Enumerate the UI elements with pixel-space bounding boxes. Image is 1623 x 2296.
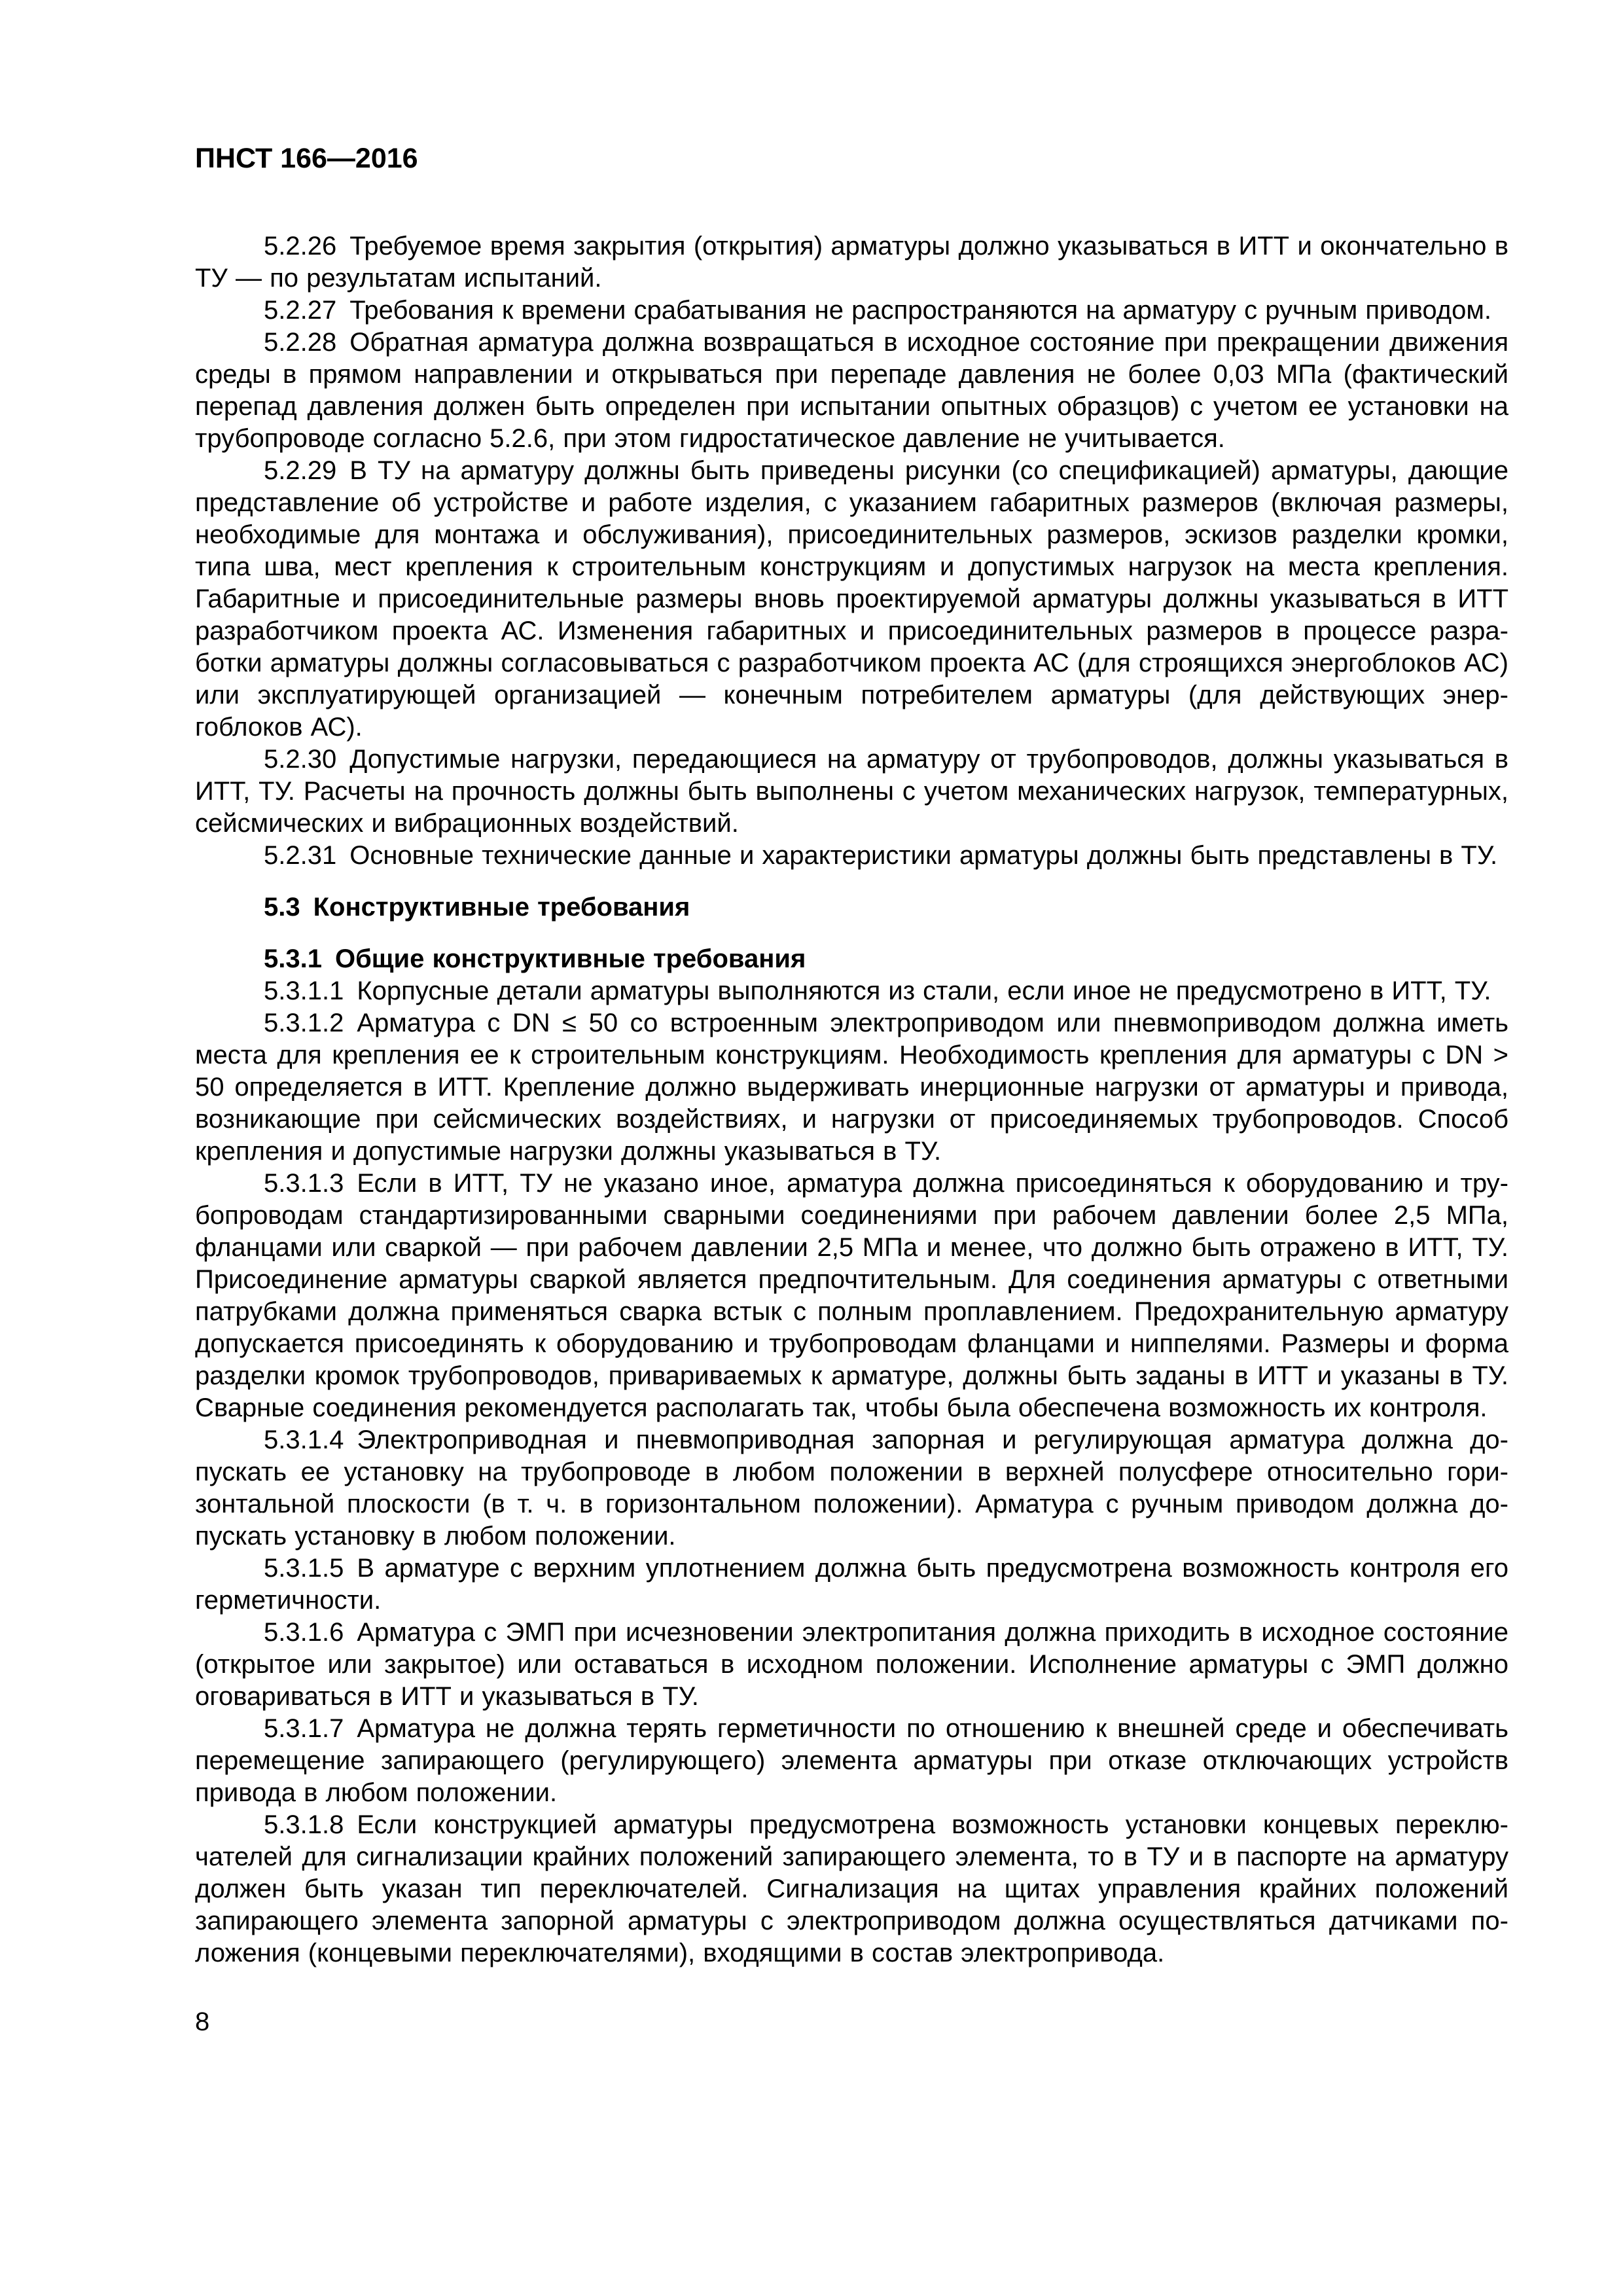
running-header: [195, 144, 1508, 173]
clause-text: Арматура с DN ≤ 50 со встроенным электроприводом или пневмоприводом должна иметь места для крепления ее к строительным конструкциям. Необходимость крепления для арматуры с DN > 50 определяется в ИТТ. Крепление должно выдерживать инерционные нагрузки от арматуры и привода, возникающие при сейсмических воздействиях, и нагрузки от присоединяемых трубопроводов. Способ крепления и допустимые нагрузки должны указываться в ТУ.: [195, 1009, 1508, 1166]
paragraph: [195, 1552, 1508, 1617]
clause-text: В арматуре с верхним уплотнением должна быть предусмотрена возможность контроля его герметичности.: [195, 1554, 1508, 1615]
document-body: [195, 230, 1508, 1969]
standard-code: ПНСТ 166—2016: [195, 143, 418, 174]
clause-number: 5.3.1: [264, 944, 322, 973]
clause-text: В ТУ на арматуру должны быть приведены рисунки (со спецификацией) арматуры, дающие представление об устройстве и работе изделия, с указанием габаритных размеров (включая размеры, необходимые для монтажа и обслуживания), присоединительных размеров, эскизов разделки кромки, типа шва, мест крепления к строительным конструкциям и допустимых нагрузок на места крепления. Габаритные и присоединительные размеры вновь проектируемой арматуры должны указываться в ИТТ разработчиком проекта АС. Изменения габаритных и присоединительных размеров в процессе разработки арматуры должны согласовываться с разработчиком проекта АС (для строящихся энергоблоков АС) или эксплуатирующей организацией — конечным потребителем арматуры (для действующих энергоблоков АС).: [195, 456, 1508, 742]
clause-number: 5.2.30: [264, 745, 337, 774]
paragraph: [195, 744, 1508, 840]
paragraph: [195, 840, 1508, 872]
clause-text: Обратная арматура должна возвращаться в исходное состояние при прекращении движения среды в прямом направлении и открываться при перепаде давления не более 0,03 МПа (фактический перепад давления должен быть определен при испытании опытных образцов) с учетом ее установки на трубопроводе согласно 5.2.6, при этом гидростатическое давление не учитывается.: [195, 328, 1508, 453]
clause-text: Арматура с ЭМП при исчезновении электропитания должна приходить в исходное состояние (открытое или закрытое) или оставаться в исходном положении. Исполнение арматуры с ЭМП должно оговариваться в ИТТ и указываться в ТУ.: [195, 1618, 1508, 1711]
paragraph: [195, 327, 1508, 455]
clause-text: Если конструкцией арматуры предусмотрена возможность установки концевых переключателей для сигнализации крайних положений запирающего элемента, то в ТУ и в паспорте на арматуру должен быть указан тип переключателей. Сигнализация на щитах управления крайних положений запирающего элемента запорной арматуры с электроприводом должна осуществляться датчиками положения (концевыми переключателями), входящими в состав электропривода.: [195, 1810, 1508, 1967]
clause-number: 5.3.1.5: [264, 1554, 344, 1583]
section-heading: [195, 943, 1508, 975]
clause-text: Конструктивные требования: [313, 893, 690, 922]
paragraph: [195, 1809, 1508, 1969]
clause-number: 5.2.31: [264, 841, 337, 870]
clause-number: 5.3.1.8: [264, 1810, 344, 1839]
clause-number: 5.2.29: [264, 456, 337, 485]
paragraph: [195, 975, 1508, 1007]
paragraph: [195, 230, 1508, 295]
clause-text: Допустимые нагрузки, передающиеся на арматуру от трубопроводов, должны указываться в ИТТ, ТУ. Расчеты на прочность должны быть выполнены с учетом механических нагрузок, температурных, сейсмических и вибрационных воздействий.: [195, 745, 1508, 838]
clause-number: 5.2.27: [264, 296, 337, 325]
paragraph: [195, 295, 1508, 327]
section-heading: [195, 891, 1508, 924]
clause-text: Корпусные детали арматуры выполняются из стали, если иное не предусмотрено в ИТТ, ТУ.: [357, 977, 1491, 1005]
paragraph: [195, 1713, 1508, 1809]
paragraph: [195, 1168, 1508, 1424]
clause-text: Если в ИТТ, ТУ не указано иное, арматура должна присоединяться к оборудованию и трубопроводам стандартизированными сварными соединениями при рабочем давлении более 2,5 МПа, фланцами или сваркой — при рабочем давлении 2,5 МПа и менее, что должно быть отражено в ИТТ, ТУ. Присоединение арматуры сваркой является предпочтительным. Для соединения арматуры с ответными патрубками должна применяться сварка встык с полным проплавлением. Предохранительную арматуру допускается присоединять к оборудованию и трубопроводам фланцами и ниппелями. Размеры и форма разделки кромок трубопроводов, привариваемых к арматуре, должны быть заданы в ИТТ и указаны в ТУ. Сварные соединения рекомендуется располагать так, чтобы была обеспечена возможность их контроля.: [195, 1169, 1508, 1422]
clause-number: 5.3.1.1: [264, 977, 344, 1005]
clause-number: 5.3: [264, 893, 300, 922]
clause-text: Общие конструктивные требования: [334, 944, 806, 973]
clause-text: Арматура не должна терять герметичности по отношению к внешней среде и обеспечивать перемещение запирающего (регулирующего) элемента арматуры при отказе отключающих устройств привода в любом положении.: [195, 1714, 1508, 1807]
paragraph: [195, 455, 1508, 744]
clause-number: 5.2.28: [264, 328, 337, 357]
page-number: 8: [195, 2007, 210, 2036]
clause-text: Основные технические данные и характеристики арматуры должны быть представлены в ТУ.: [349, 841, 1498, 870]
page-footer: [195, 2006, 1508, 2038]
clause-number: 5.3.1.7: [264, 1714, 344, 1743]
clause-text: Электроприводная и пневмоприводная запорная и регулирующая арматура должна допускать ее установку на трубопроводе в любом положении в верхней полусфере относительно горизонтальной плоскости (в т. ч. в горизонтальном положении). Арматура с ручным приводом должна допускать установку в любом положении.: [195, 1426, 1508, 1551]
clause-number: 5.3.1.6: [264, 1618, 344, 1647]
clause-number: 5.2.26: [264, 232, 337, 260]
paragraph: [195, 1617, 1508, 1713]
paragraph: [195, 1007, 1508, 1168]
clause-number: 5.3.1.2: [264, 1009, 344, 1037]
clause-number: 5.3.1.4: [264, 1426, 344, 1454]
clause-number: 5.3.1.3: [264, 1169, 344, 1198]
clause-text: Требования к времени срабатывания не распространяются на арматуру с ручным приводом.: [349, 296, 1491, 325]
clause-text: Требуемое время закрытия (открытия) арматуры должно указываться в ИТТ и окончательно в ТУ — по результатам испытаний.: [195, 232, 1508, 293]
paragraph: [195, 1424, 1508, 1552]
